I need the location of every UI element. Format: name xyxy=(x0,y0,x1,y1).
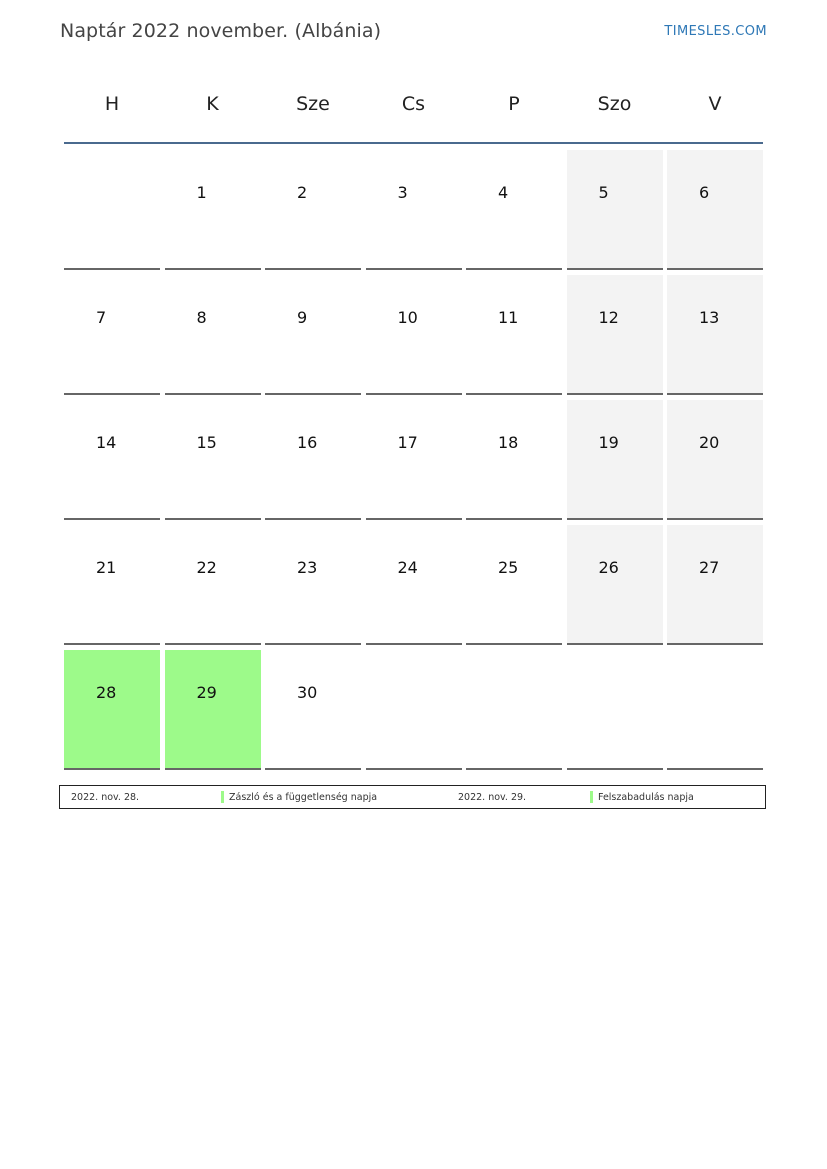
calendar-day-cell xyxy=(165,150,261,270)
calendar-day-cell xyxy=(466,650,562,770)
weekday-label: P xyxy=(508,93,520,115)
calendar-day-cell xyxy=(466,150,562,270)
day-number: 20 xyxy=(699,433,720,452)
day-number: 25 xyxy=(498,558,519,577)
weekday-label: Sze xyxy=(296,93,330,115)
weekday-label: Szo xyxy=(597,93,632,115)
day-number: 10 xyxy=(397,308,418,327)
day-number: 5 xyxy=(598,183,609,202)
calendar-day-cell xyxy=(265,400,361,520)
weekday-label: Cs xyxy=(401,93,426,115)
holiday-marker xyxy=(590,791,593,803)
day-number: 18 xyxy=(498,433,519,452)
calendar-day-cell xyxy=(165,400,261,520)
day-number: 29 xyxy=(196,683,217,702)
day-number: 16 xyxy=(297,433,318,452)
calendar-day-cell xyxy=(567,275,663,395)
weekday-label: K xyxy=(206,93,219,115)
calendar-day-cell xyxy=(265,275,361,395)
calendar-day-cell xyxy=(165,525,261,645)
calendar-day-cell xyxy=(466,525,562,645)
calendar-day-cell xyxy=(165,275,261,395)
day-number: 27 xyxy=(699,558,720,577)
calendar-day-cell xyxy=(366,150,462,270)
day-number: 26 xyxy=(598,558,619,577)
calendar-day-cell xyxy=(567,525,663,645)
calendar-day-cell xyxy=(667,150,763,270)
calendar-day-cell xyxy=(366,400,462,520)
weekday-header xyxy=(64,90,763,120)
day-number: 17 xyxy=(397,433,418,452)
calendar-grid xyxy=(64,150,763,770)
day-number: 3 xyxy=(397,183,408,202)
calendar-day-cell xyxy=(64,400,160,520)
calendar-day-cell xyxy=(466,400,562,520)
calendar-day-cell xyxy=(667,525,763,645)
brand-link[interactable]: TIMESLES.COM xyxy=(664,24,767,39)
day-number: 28 xyxy=(96,683,117,702)
calendar-day-cell xyxy=(466,275,562,395)
day-number: 1 xyxy=(196,183,207,202)
calendar-day-cell xyxy=(265,150,361,270)
holiday-marker xyxy=(221,791,224,803)
calendar-day-cell xyxy=(567,400,663,520)
holiday-legend xyxy=(59,785,766,809)
calendar-day-cell xyxy=(265,525,361,645)
calendar-day-cell xyxy=(567,150,663,270)
holiday-name: Felszabadulás napja xyxy=(598,792,694,803)
calendar-day-cell xyxy=(366,650,462,770)
calendar-day-cell xyxy=(64,275,160,395)
day-number: 22 xyxy=(196,558,217,577)
day-number: 12 xyxy=(598,308,619,327)
weekday-label: H xyxy=(104,93,120,115)
day-number: 21 xyxy=(96,558,117,577)
header-divider xyxy=(64,142,763,144)
day-number: 30 xyxy=(297,683,318,702)
holiday-day-cell xyxy=(64,650,160,770)
calendar-day-cell xyxy=(567,650,663,770)
day-number: 2 xyxy=(297,183,308,202)
holiday-name: Zászló és a függetlenség napja xyxy=(229,792,378,803)
day-number: 7 xyxy=(96,308,107,327)
calendar-day-cell xyxy=(265,650,361,770)
day-number: 11 xyxy=(498,308,519,327)
calendar-day-cell xyxy=(64,150,160,270)
day-number: 19 xyxy=(598,433,619,452)
holiday-date: 2022. nov. 28. xyxy=(71,792,140,803)
day-number: 24 xyxy=(397,558,418,577)
calendar-day-cell xyxy=(667,275,763,395)
calendar-day-cell xyxy=(64,525,160,645)
holiday-day-cell xyxy=(165,650,261,770)
day-number: 23 xyxy=(297,558,318,577)
calendar-day-cell xyxy=(366,275,462,395)
calendar-day-cell xyxy=(366,525,462,645)
holiday-date: 2022. nov. 29. xyxy=(458,792,527,803)
calendar-day-cell xyxy=(667,400,763,520)
calendar-day-cell xyxy=(667,650,763,770)
day-number: 13 xyxy=(699,308,720,327)
day-number: 4 xyxy=(498,183,509,202)
day-number: 15 xyxy=(196,433,217,452)
day-number: 8 xyxy=(196,308,207,327)
weekday-label: V xyxy=(708,93,722,115)
page-title: Naptár 2022 november. (Albánia) xyxy=(60,20,382,42)
day-number: 9 xyxy=(297,308,308,327)
day-number: 6 xyxy=(699,183,710,202)
day-number: 14 xyxy=(96,433,117,452)
